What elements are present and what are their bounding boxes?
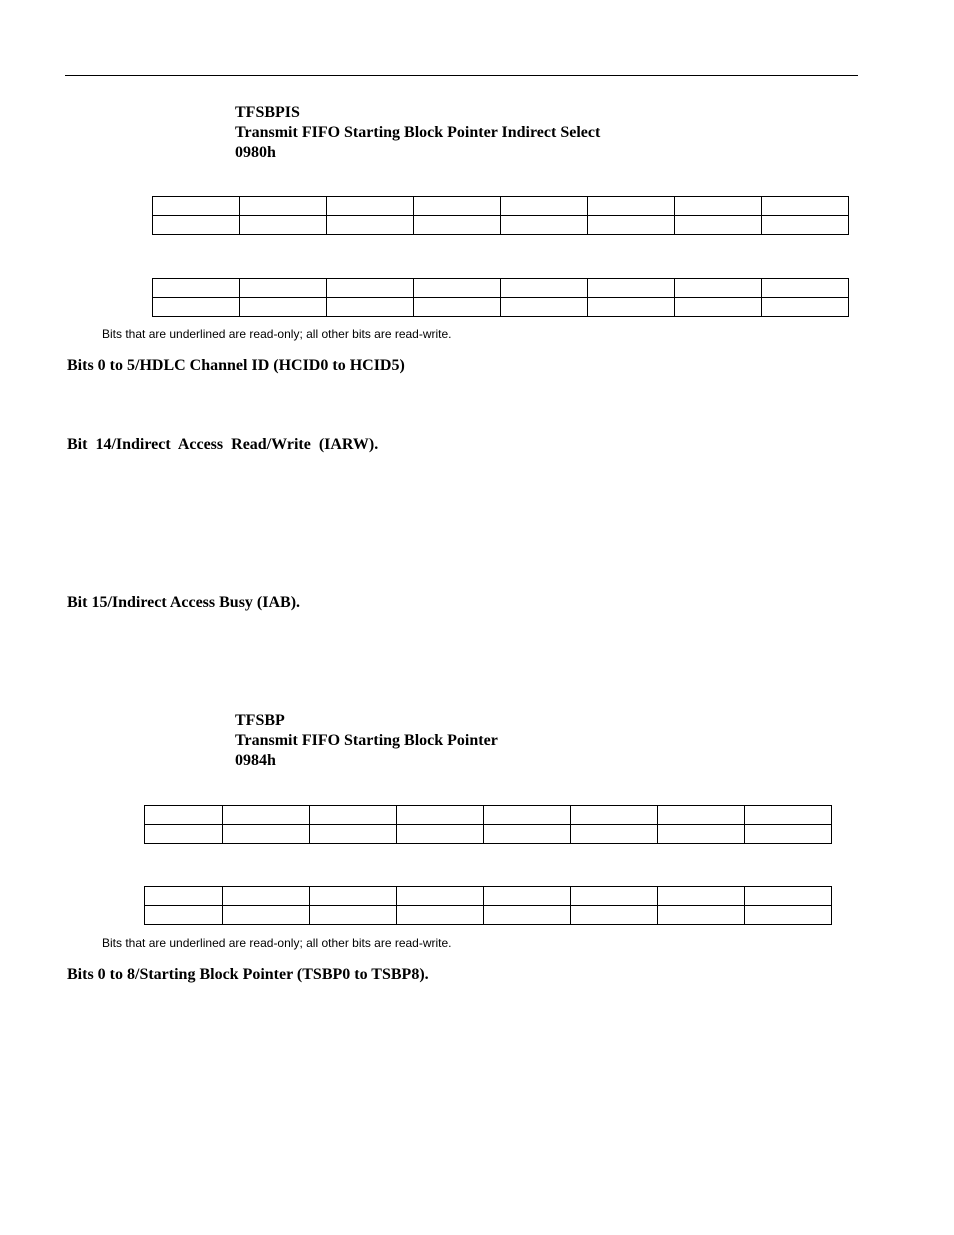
register-address: 0980h [235, 144, 276, 161]
register-header-tfsbp [235, 711, 498, 771]
register-name: TFSBP [235, 712, 285, 729]
bit-table-upper-byte [144, 805, 832, 844]
register-header-tfsbpis [235, 103, 600, 163]
bit-description-title: Bits 0 to 8/Starting Block Pointer (TSBP0 to TSBP8). [67, 966, 429, 983]
register-address: 0984h [235, 752, 276, 769]
bit-description-title: Bit 15/Indirect Access Busy (IAB). [67, 594, 301, 611]
bit-table-upper-byte [152, 196, 849, 235]
bit-description-title: Bit 14/Indirect Access Read/Write (IARW). [67, 436, 379, 453]
register-full-name: Transmit FIFO Starting Block Pointer [235, 732, 498, 749]
access-note: Bits that are underlined are read-only; all other bits are read-write. [102, 327, 452, 341]
table-row [145, 887, 832, 906]
table-row [153, 298, 849, 317]
table-row [153, 216, 849, 235]
table-row [145, 806, 832, 825]
table-row [153, 197, 849, 216]
bit-description-title: Bits 0 to 5/HDLC Channel ID (HCID0 to HCID5) [67, 357, 405, 374]
bit-table-lower-byte [152, 278, 849, 317]
header-rule [65, 75, 858, 76]
register-full-name: Transmit FIFO Starting Block Pointer Indirect Select [235, 124, 601, 141]
bit-table-lower-byte [144, 886, 832, 925]
table-row [145, 825, 832, 844]
access-note: Bits that are underlined are read-only; all other bits are read-write. [102, 936, 452, 950]
register-name: TFSBPIS [235, 104, 300, 121]
table-row [145, 906, 832, 925]
table-row [153, 279, 849, 298]
